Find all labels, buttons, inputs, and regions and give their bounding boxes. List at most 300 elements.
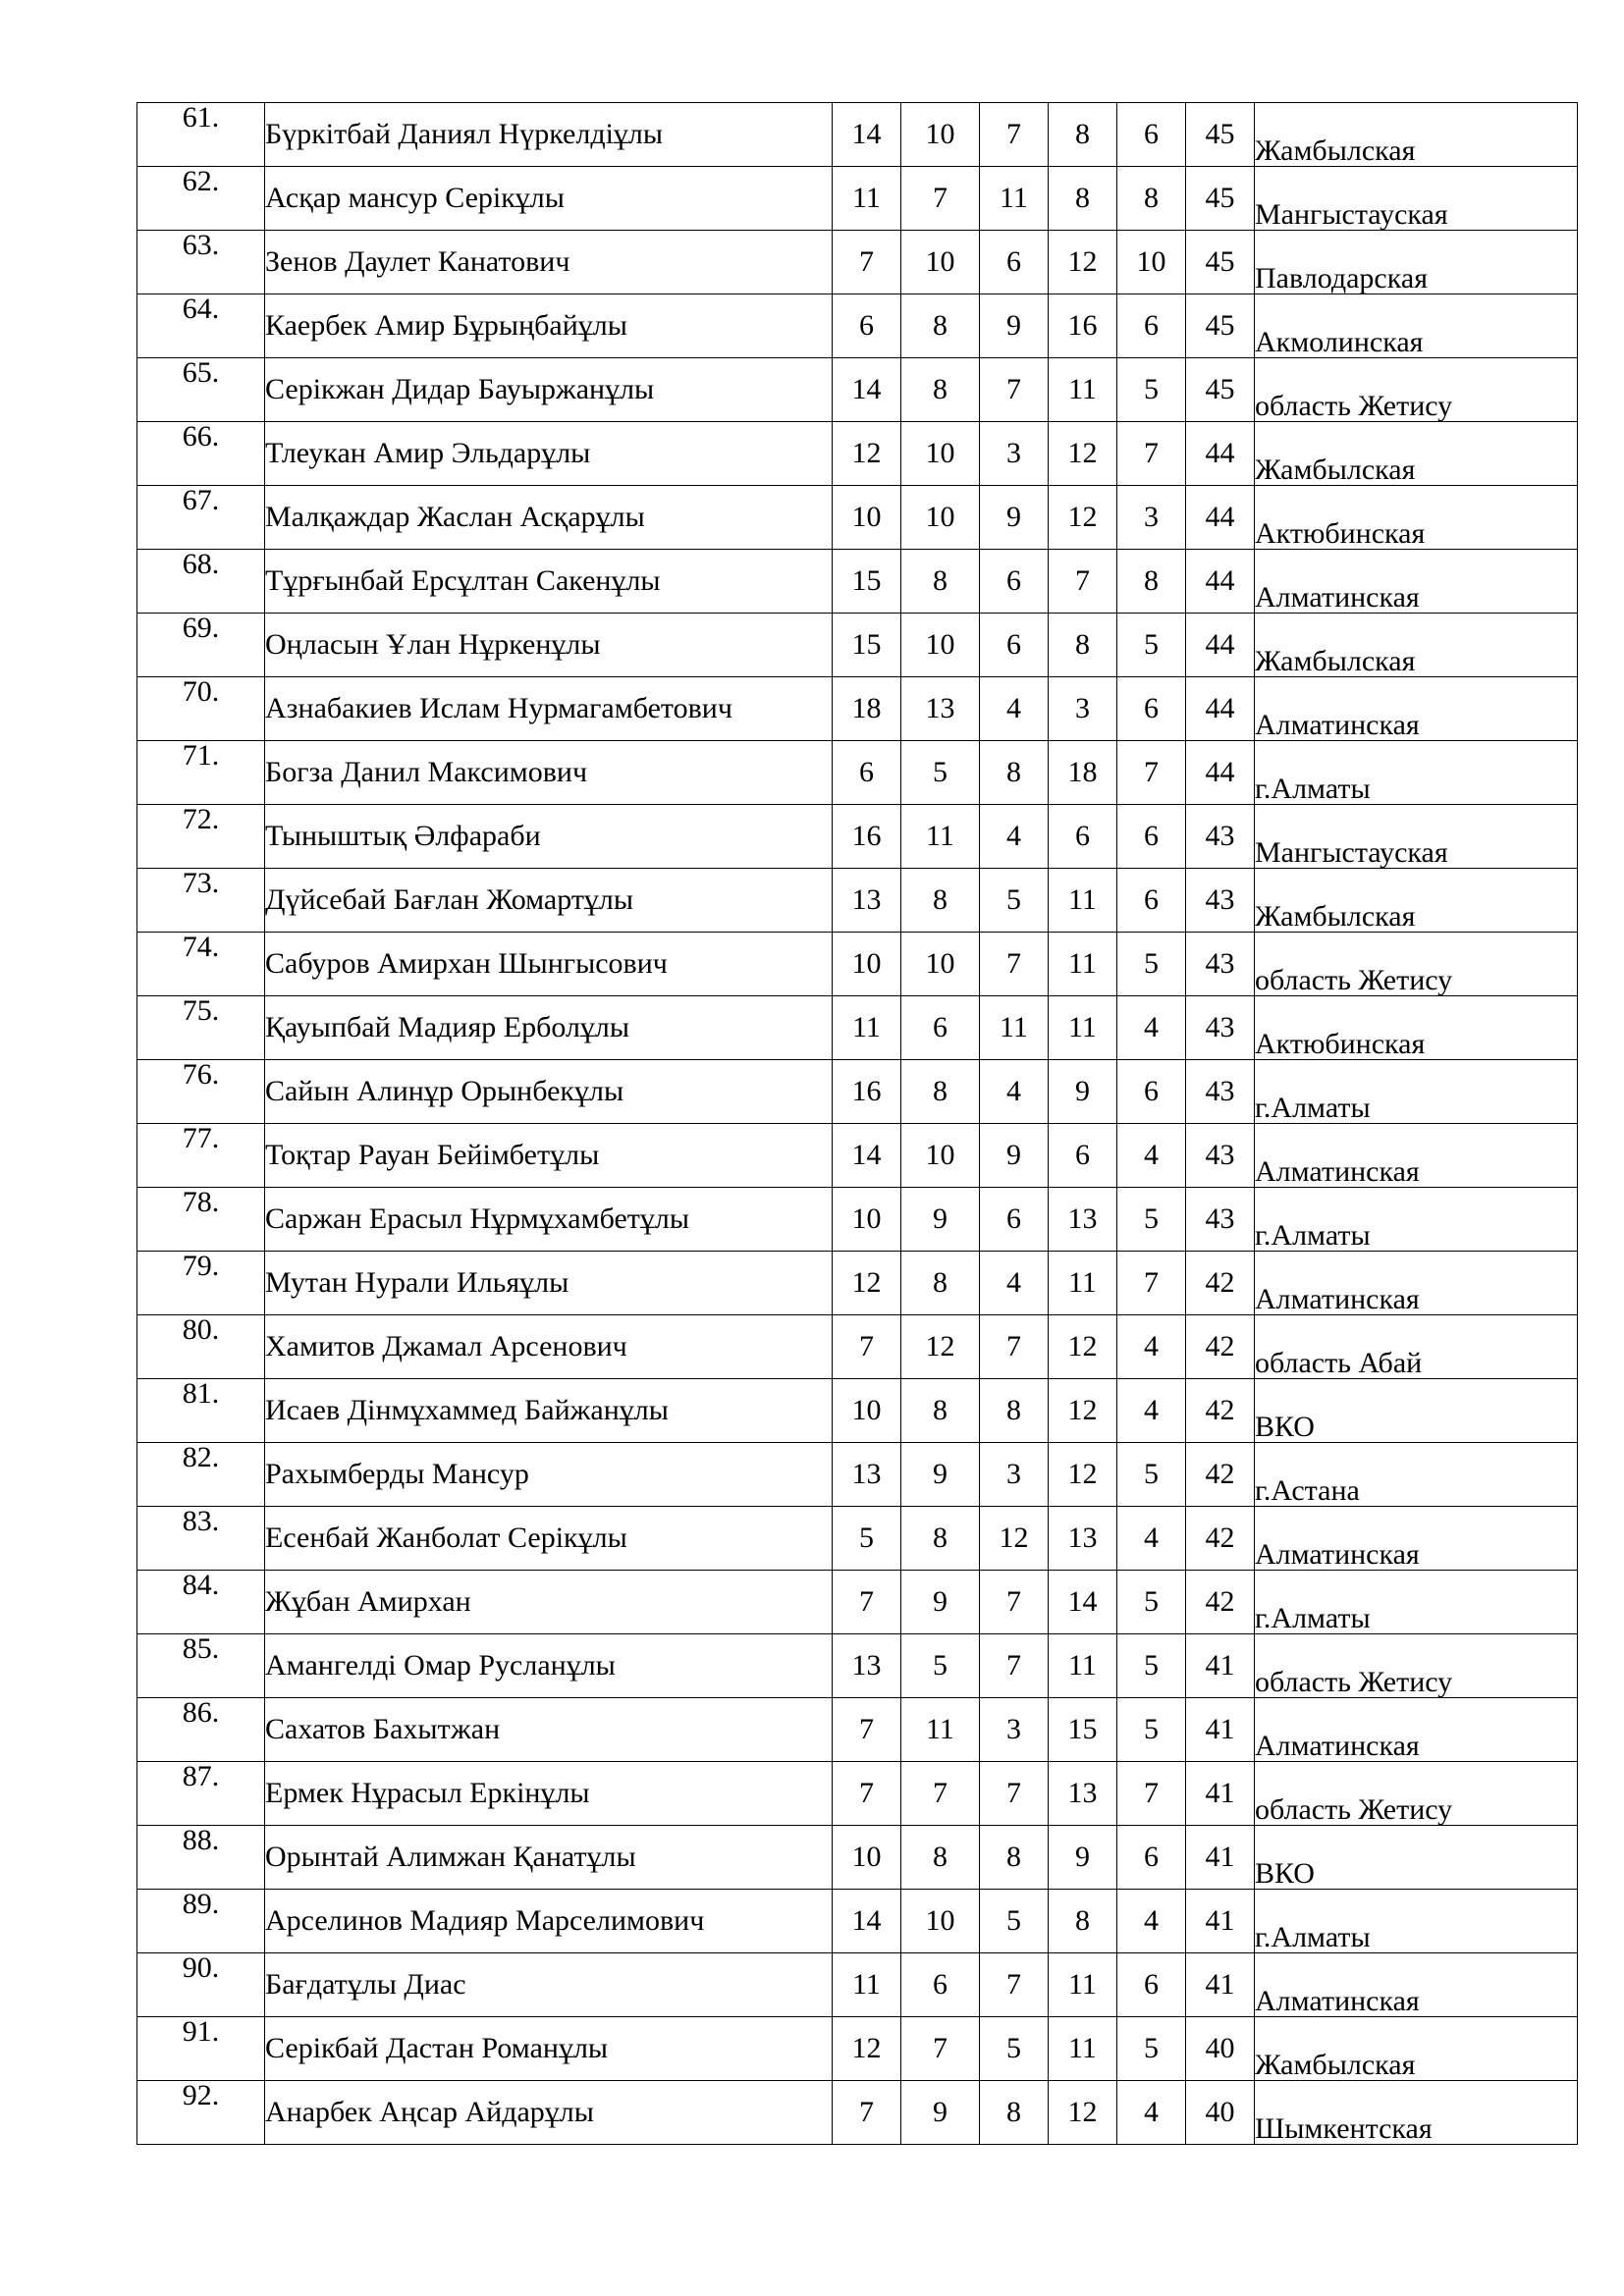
table-row bbox=[137, 1507, 1578, 1571]
row-number: 87. bbox=[137, 1762, 265, 1826]
score-1: 16 bbox=[833, 805, 901, 869]
table-row bbox=[137, 614, 1578, 677]
participant-name: Рахымберды Мансур bbox=[265, 1443, 833, 1507]
row-number: 72. bbox=[137, 805, 265, 869]
row-number: 73. bbox=[137, 869, 265, 933]
score-4: 8 bbox=[1049, 167, 1117, 231]
score-2: 6 bbox=[901, 1953, 980, 2017]
score-2: 9 bbox=[901, 1571, 980, 1634]
table-row bbox=[137, 741, 1578, 805]
score-1: 7 bbox=[833, 1762, 901, 1826]
total-score: 45 bbox=[1186, 358, 1255, 422]
score-4: 6 bbox=[1049, 1124, 1117, 1188]
score-4: 12 bbox=[1049, 1443, 1117, 1507]
participant-name: Есенбай Жанболат Серікұлы bbox=[265, 1507, 833, 1571]
region: Жамбылская bbox=[1255, 422, 1578, 486]
score-1: 10 bbox=[833, 1826, 901, 1890]
row-number: 83. bbox=[137, 1507, 265, 1571]
region: г.Алматы bbox=[1255, 1890, 1578, 1953]
region: Актюбинская bbox=[1255, 996, 1578, 1060]
total-score: 45 bbox=[1186, 103, 1255, 167]
score-5: 7 bbox=[1117, 741, 1186, 805]
region: ВКО bbox=[1255, 1379, 1578, 1443]
total-score: 45 bbox=[1186, 231, 1255, 294]
score-2: 5 bbox=[901, 1634, 980, 1698]
total-score: 42 bbox=[1186, 1443, 1255, 1507]
score-5: 7 bbox=[1117, 1252, 1186, 1315]
region: область Жетису bbox=[1255, 1634, 1578, 1698]
total-score: 44 bbox=[1186, 614, 1255, 677]
participant-name: Азнабакиев Ислам Нурмагамбетович bbox=[265, 677, 833, 741]
score-1: 11 bbox=[833, 167, 901, 231]
participant-name: Тыныштық Әлфараби bbox=[265, 805, 833, 869]
region: Шымкентская bbox=[1255, 2081, 1578, 2145]
score-3: 7 bbox=[980, 103, 1049, 167]
row-number: 82. bbox=[137, 1443, 265, 1507]
region: Жамбылская bbox=[1255, 869, 1578, 933]
score-1: 6 bbox=[833, 741, 901, 805]
score-1: 14 bbox=[833, 1124, 901, 1188]
score-3: 7 bbox=[980, 1953, 1049, 2017]
row-number: 89. bbox=[137, 1890, 265, 1953]
total-score: 41 bbox=[1186, 1698, 1255, 1762]
score-2: 10 bbox=[901, 422, 980, 486]
score-2: 10 bbox=[901, 1890, 980, 1953]
total-score: 41 bbox=[1186, 1890, 1255, 1953]
total-score: 45 bbox=[1186, 167, 1255, 231]
score-2: 8 bbox=[901, 1252, 980, 1315]
score-4: 11 bbox=[1049, 1953, 1117, 2017]
table-row bbox=[137, 1379, 1578, 1443]
total-score: 40 bbox=[1186, 2017, 1255, 2081]
score-1: 12 bbox=[833, 422, 901, 486]
score-5: 4 bbox=[1117, 996, 1186, 1060]
score-5: 6 bbox=[1117, 1826, 1186, 1890]
row-number: 85. bbox=[137, 1634, 265, 1698]
score-2: 8 bbox=[901, 294, 980, 358]
score-1: 13 bbox=[833, 869, 901, 933]
region: Алматинская bbox=[1255, 1953, 1578, 2017]
score-5: 6 bbox=[1117, 869, 1186, 933]
score-4: 16 bbox=[1049, 294, 1117, 358]
participant-name: Богза Данил Максимович bbox=[265, 741, 833, 805]
table-row bbox=[137, 1315, 1578, 1379]
participant-name: Амангелді Омар Русланұлы bbox=[265, 1634, 833, 1698]
score-3: 9 bbox=[980, 486, 1049, 550]
score-5: 4 bbox=[1117, 1124, 1186, 1188]
row-number: 79. bbox=[137, 1252, 265, 1315]
total-score: 41 bbox=[1186, 1826, 1255, 1890]
region: г.Алматы bbox=[1255, 1060, 1578, 1124]
table-body bbox=[137, 103, 1578, 2145]
score-3: 9 bbox=[980, 294, 1049, 358]
score-3: 3 bbox=[980, 1698, 1049, 1762]
score-4: 12 bbox=[1049, 1379, 1117, 1443]
score-2: 8 bbox=[901, 869, 980, 933]
participant-name: Зенов Даулет Канатович bbox=[265, 231, 833, 294]
score-4: 6 bbox=[1049, 805, 1117, 869]
row-number: 86. bbox=[137, 1698, 265, 1762]
score-5: 8 bbox=[1117, 550, 1186, 614]
participant-name: Тұрғынбай Ерсұлтан Сакенұлы bbox=[265, 550, 833, 614]
score-2: 8 bbox=[901, 550, 980, 614]
region: ВКО bbox=[1255, 1826, 1578, 1890]
score-3: 8 bbox=[980, 1826, 1049, 1890]
total-score: 44 bbox=[1186, 550, 1255, 614]
participant-name: Саржан Ерасыл Нұрмұхамбетұлы bbox=[265, 1188, 833, 1252]
table-row bbox=[137, 1443, 1578, 1507]
score-5: 5 bbox=[1117, 614, 1186, 677]
table-row bbox=[137, 1826, 1578, 1890]
score-5: 6 bbox=[1117, 294, 1186, 358]
score-5: 4 bbox=[1117, 2081, 1186, 2145]
score-5: 6 bbox=[1117, 103, 1186, 167]
region: Жамбылская bbox=[1255, 2017, 1578, 2081]
score-5: 3 bbox=[1117, 486, 1186, 550]
score-2: 7 bbox=[901, 2017, 980, 2081]
total-score: 41 bbox=[1186, 1762, 1255, 1826]
score-3: 4 bbox=[980, 677, 1049, 741]
score-4: 11 bbox=[1049, 1634, 1117, 1698]
participant-name: Каербек Амир Бұрыңбайұлы bbox=[265, 294, 833, 358]
score-1: 7 bbox=[833, 231, 901, 294]
participant-name: Хамитов Джамал Арсенович bbox=[265, 1315, 833, 1379]
score-3: 4 bbox=[980, 1060, 1049, 1124]
region: область Жетису bbox=[1255, 933, 1578, 996]
table-row bbox=[137, 1060, 1578, 1124]
score-3: 3 bbox=[980, 422, 1049, 486]
score-5: 8 bbox=[1117, 167, 1186, 231]
table-row bbox=[137, 167, 1578, 231]
region: г.Алматы bbox=[1255, 1571, 1578, 1634]
participant-name: Мутан Нурали Ильяұлы bbox=[265, 1252, 833, 1315]
row-number: 81. bbox=[137, 1379, 265, 1443]
total-score: 42 bbox=[1186, 1252, 1255, 1315]
participant-name: Сайын Алинұр Орынбекұлы bbox=[265, 1060, 833, 1124]
score-3: 5 bbox=[980, 869, 1049, 933]
score-5: 5 bbox=[1117, 1571, 1186, 1634]
score-1: 10 bbox=[833, 486, 901, 550]
score-1: 7 bbox=[833, 2081, 901, 2145]
participant-name: Дүйсебай Бағлан Жомартұлы bbox=[265, 869, 833, 933]
row-number: 92. bbox=[137, 2081, 265, 2145]
score-3: 7 bbox=[980, 1571, 1049, 1634]
participant-name: Бүркітбай Даниял Нүркелдіұлы bbox=[265, 103, 833, 167]
score-3: 11 bbox=[980, 996, 1049, 1060]
region: Алматинская bbox=[1255, 1124, 1578, 1188]
total-score: 44 bbox=[1186, 422, 1255, 486]
score-2: 10 bbox=[901, 614, 980, 677]
total-score: 44 bbox=[1186, 741, 1255, 805]
score-1: 10 bbox=[833, 1188, 901, 1252]
table-row bbox=[137, 486, 1578, 550]
score-1: 18 bbox=[833, 677, 901, 741]
region: Жамбылская bbox=[1255, 103, 1578, 167]
region: Алматинская bbox=[1255, 677, 1578, 741]
total-score: 45 bbox=[1186, 294, 1255, 358]
score-3: 9 bbox=[980, 1124, 1049, 1188]
table-row bbox=[137, 1252, 1578, 1315]
score-1: 11 bbox=[833, 996, 901, 1060]
score-5: 6 bbox=[1117, 805, 1186, 869]
score-4: 9 bbox=[1049, 1826, 1117, 1890]
score-1: 10 bbox=[833, 1379, 901, 1443]
score-5: 5 bbox=[1117, 358, 1186, 422]
table-row bbox=[137, 1953, 1578, 2017]
participant-name: Исаев Дінмұхаммед Байжанұлы bbox=[265, 1379, 833, 1443]
row-number: 90. bbox=[137, 1953, 265, 2017]
participant-name: Сахатов Бахытжан bbox=[265, 1698, 833, 1762]
score-5: 5 bbox=[1117, 1188, 1186, 1252]
table-row bbox=[137, 996, 1578, 1060]
total-score: 41 bbox=[1186, 1634, 1255, 1698]
score-4: 8 bbox=[1049, 103, 1117, 167]
row-number: 63. bbox=[137, 231, 265, 294]
score-2: 9 bbox=[901, 1188, 980, 1252]
row-number: 69. bbox=[137, 614, 265, 677]
participant-name: Малқаждар Жаслан Асқарұлы bbox=[265, 486, 833, 550]
score-2: 9 bbox=[901, 2081, 980, 2145]
score-4: 11 bbox=[1049, 996, 1117, 1060]
row-number: 74. bbox=[137, 933, 265, 996]
table-row bbox=[137, 422, 1578, 486]
row-number: 84. bbox=[137, 1571, 265, 1634]
participant-name: Тлеукан Амир Эльдарұлы bbox=[265, 422, 833, 486]
score-4: 12 bbox=[1049, 2081, 1117, 2145]
score-5: 5 bbox=[1117, 1698, 1186, 1762]
total-score: 43 bbox=[1186, 1124, 1255, 1188]
score-3: 8 bbox=[980, 741, 1049, 805]
score-5: 6 bbox=[1117, 1953, 1186, 2017]
score-2: 6 bbox=[901, 996, 980, 1060]
score-5: 5 bbox=[1117, 1634, 1186, 1698]
row-number: 70. bbox=[137, 677, 265, 741]
row-number: 61. bbox=[137, 103, 265, 167]
region: г.Астана bbox=[1255, 1443, 1578, 1507]
score-4: 15 bbox=[1049, 1698, 1117, 1762]
score-1: 12 bbox=[833, 1252, 901, 1315]
score-3: 12 bbox=[980, 1507, 1049, 1571]
region: Жамбылская bbox=[1255, 614, 1578, 677]
score-3: 11 bbox=[980, 167, 1049, 231]
score-1: 15 bbox=[833, 550, 901, 614]
table-row bbox=[137, 1188, 1578, 1252]
score-3: 6 bbox=[980, 614, 1049, 677]
score-4: 14 bbox=[1049, 1571, 1117, 1634]
total-score: 42 bbox=[1186, 1571, 1255, 1634]
region: Мангыстауская bbox=[1255, 167, 1578, 231]
score-4: 9 bbox=[1049, 1060, 1117, 1124]
total-score: 43 bbox=[1186, 996, 1255, 1060]
participant-name: Сабуров Амирхан Шынгысович bbox=[265, 933, 833, 996]
table-row bbox=[137, 294, 1578, 358]
score-3: 8 bbox=[980, 1379, 1049, 1443]
score-5: 5 bbox=[1117, 1443, 1186, 1507]
participant-name: Анарбек Аңсар Айдарұлы bbox=[265, 2081, 833, 2145]
score-4: 11 bbox=[1049, 358, 1117, 422]
score-4: 11 bbox=[1049, 2017, 1117, 2081]
score-5: 4 bbox=[1117, 1890, 1186, 1953]
score-4: 12 bbox=[1049, 1315, 1117, 1379]
score-1: 15 bbox=[833, 614, 901, 677]
region: Алматинская bbox=[1255, 1698, 1578, 1762]
score-1: 10 bbox=[833, 933, 901, 996]
participant-name: Жұбан Амирхан bbox=[265, 1571, 833, 1634]
score-3: 5 bbox=[980, 2017, 1049, 2081]
score-2: 11 bbox=[901, 1698, 980, 1762]
score-2: 10 bbox=[901, 1124, 980, 1188]
score-4: 8 bbox=[1049, 1890, 1117, 1953]
table-row bbox=[137, 1762, 1578, 1826]
score-3: 7 bbox=[980, 933, 1049, 996]
score-3: 6 bbox=[980, 550, 1049, 614]
score-4: 11 bbox=[1049, 869, 1117, 933]
score-3: 7 bbox=[980, 358, 1049, 422]
participant-name: Орынтай Алимжан Қанатұлы bbox=[265, 1826, 833, 1890]
region: г.Алматы bbox=[1255, 1188, 1578, 1252]
score-2: 8 bbox=[901, 1826, 980, 1890]
score-3: 7 bbox=[980, 1315, 1049, 1379]
score-4: 18 bbox=[1049, 741, 1117, 805]
region: Алматинская bbox=[1255, 1252, 1578, 1315]
score-5: 6 bbox=[1117, 1060, 1186, 1124]
row-number: 88. bbox=[137, 1826, 265, 1890]
total-score: 42 bbox=[1186, 1315, 1255, 1379]
row-number: 65. bbox=[137, 358, 265, 422]
score-3: 6 bbox=[980, 231, 1049, 294]
score-3: 4 bbox=[980, 1252, 1049, 1315]
table-row bbox=[137, 358, 1578, 422]
table-row bbox=[137, 1634, 1578, 1698]
score-2: 9 bbox=[901, 1443, 980, 1507]
region: Алматинская bbox=[1255, 550, 1578, 614]
score-5: 5 bbox=[1117, 2017, 1186, 2081]
region: область Жетису bbox=[1255, 358, 1578, 422]
score-1: 7 bbox=[833, 1571, 901, 1634]
table-row bbox=[137, 2017, 1578, 2081]
table-row bbox=[137, 1698, 1578, 1762]
score-4: 11 bbox=[1049, 1252, 1117, 1315]
score-5: 4 bbox=[1117, 1315, 1186, 1379]
results-table bbox=[136, 102, 1578, 2145]
score-1: 13 bbox=[833, 1443, 901, 1507]
participant-name: Оңласын Ұлан Нұркенұлы bbox=[265, 614, 833, 677]
score-3: 7 bbox=[980, 1762, 1049, 1826]
total-score: 43 bbox=[1186, 1060, 1255, 1124]
row-number: 75. bbox=[137, 996, 265, 1060]
score-1: 14 bbox=[833, 1890, 901, 1953]
score-5: 4 bbox=[1117, 1379, 1186, 1443]
total-score: 43 bbox=[1186, 869, 1255, 933]
table-row bbox=[137, 869, 1578, 933]
region: Акмолинская bbox=[1255, 294, 1578, 358]
row-number: 67. bbox=[137, 486, 265, 550]
table-row bbox=[137, 1571, 1578, 1634]
score-1: 12 bbox=[833, 2017, 901, 2081]
table-row bbox=[137, 677, 1578, 741]
total-score: 43 bbox=[1186, 1188, 1255, 1252]
score-2: 5 bbox=[901, 741, 980, 805]
score-3: 6 bbox=[980, 1188, 1049, 1252]
score-2: 13 bbox=[901, 677, 980, 741]
table-row bbox=[137, 1124, 1578, 1188]
score-1: 14 bbox=[833, 358, 901, 422]
total-score: 44 bbox=[1186, 486, 1255, 550]
table-row bbox=[137, 103, 1578, 167]
score-1: 5 bbox=[833, 1507, 901, 1571]
table-row bbox=[137, 550, 1578, 614]
score-4: 13 bbox=[1049, 1762, 1117, 1826]
row-number: 66. bbox=[137, 422, 265, 486]
score-3: 8 bbox=[980, 2081, 1049, 2145]
total-score: 41 bbox=[1186, 1953, 1255, 2017]
score-2: 10 bbox=[901, 231, 980, 294]
score-5: 7 bbox=[1117, 1762, 1186, 1826]
score-4: 7 bbox=[1049, 550, 1117, 614]
score-5: 6 bbox=[1117, 677, 1186, 741]
score-1: 7 bbox=[833, 1698, 901, 1762]
participant-name: Тоқтар Рауан Бейімбетұлы bbox=[265, 1124, 833, 1188]
score-2: 11 bbox=[901, 805, 980, 869]
score-2: 8 bbox=[901, 1060, 980, 1124]
region: область Жетису bbox=[1255, 1762, 1578, 1826]
region: Мангыстауская bbox=[1255, 805, 1578, 869]
score-4: 3 bbox=[1049, 677, 1117, 741]
region: Актюбинская bbox=[1255, 486, 1578, 550]
row-number: 77. bbox=[137, 1124, 265, 1188]
table-row bbox=[137, 805, 1578, 869]
score-3: 4 bbox=[980, 805, 1049, 869]
score-4: 8 bbox=[1049, 614, 1117, 677]
total-score: 42 bbox=[1186, 1507, 1255, 1571]
row-number: 80. bbox=[137, 1315, 265, 1379]
score-5: 5 bbox=[1117, 933, 1186, 996]
score-4: 13 bbox=[1049, 1507, 1117, 1571]
score-1: 14 bbox=[833, 103, 901, 167]
table-row bbox=[137, 1890, 1578, 1953]
region: Алматинская bbox=[1255, 1507, 1578, 1571]
score-2: 8 bbox=[901, 1507, 980, 1571]
score-5: 4 bbox=[1117, 1507, 1186, 1571]
participant-name: Серікжан Дидар Бауыржанұлы bbox=[265, 358, 833, 422]
row-number: 71. bbox=[137, 741, 265, 805]
score-2: 10 bbox=[901, 933, 980, 996]
score-5: 7 bbox=[1117, 422, 1186, 486]
score-1: 6 bbox=[833, 294, 901, 358]
table-row bbox=[137, 231, 1578, 294]
score-3: 3 bbox=[980, 1443, 1049, 1507]
score-3: 7 bbox=[980, 1634, 1049, 1698]
row-number: 76. bbox=[137, 1060, 265, 1124]
score-2: 10 bbox=[901, 103, 980, 167]
participant-name: Ермек Нұрасыл Еркінұлы bbox=[265, 1762, 833, 1826]
score-4: 12 bbox=[1049, 231, 1117, 294]
row-number: 78. bbox=[137, 1188, 265, 1252]
table-row bbox=[137, 933, 1578, 996]
region: Павлодарская bbox=[1255, 231, 1578, 294]
score-2: 8 bbox=[901, 358, 980, 422]
score-5: 10 bbox=[1117, 231, 1186, 294]
score-4: 13 bbox=[1049, 1188, 1117, 1252]
row-number: 68. bbox=[137, 550, 265, 614]
score-1: 13 bbox=[833, 1634, 901, 1698]
total-score: 42 bbox=[1186, 1379, 1255, 1443]
score-2: 7 bbox=[901, 167, 980, 231]
score-4: 11 bbox=[1049, 933, 1117, 996]
total-score: 40 bbox=[1186, 2081, 1255, 2145]
participant-name: Қауыпбай Мадияр Ерболұлы bbox=[265, 996, 833, 1060]
score-1: 16 bbox=[833, 1060, 901, 1124]
